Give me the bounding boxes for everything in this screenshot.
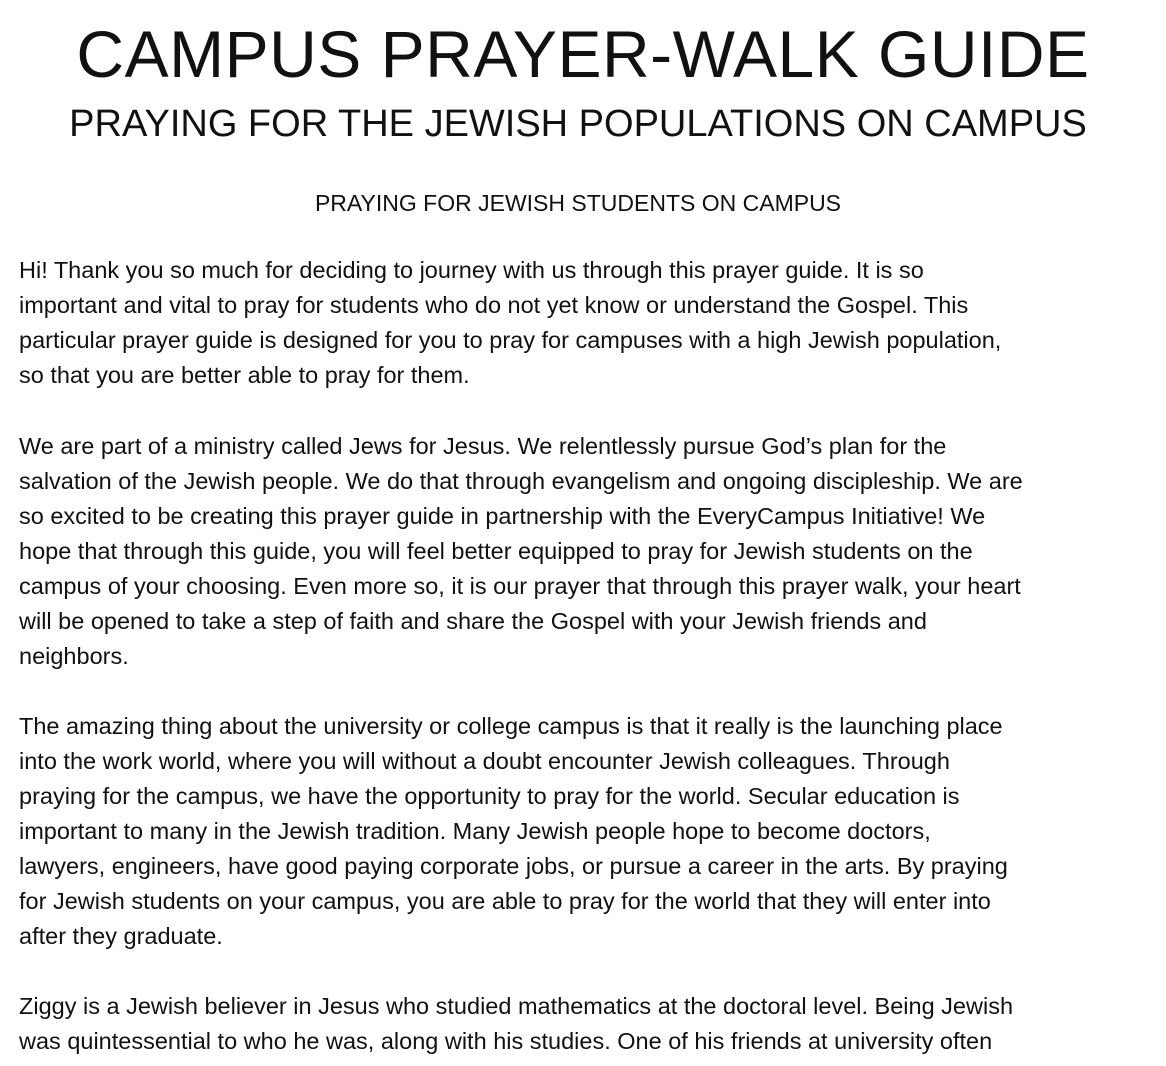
paragraph-line: campus of your choosing. Even more so, it is our prayer that through this prayer walk, your heart: [19, 573, 1021, 599]
paragraph-line: Ziggy is a Jewish believer in Jesus who studied mathematics at the doctoral level. Being Jewish: [19, 993, 1014, 1019]
paragraph-line: We are part of a ministry called Jews for Jesus. We relentlessly pursue God’s plan for the: [19, 433, 947, 459]
paragraph-line: so that you are better able to pray for them.: [19, 362, 470, 388]
paragraph-line: important to many in the Jewish tradition. Many Jewish people hope to become doctors,: [19, 818, 931, 844]
paragraph-line: important and vital to pray for students who do not yet know or understand the Gospel. This: [19, 292, 969, 318]
document-subtitle: PRAYING FOR THE JEWISH POPULATIONS ON CAMPUS: [69, 103, 1087, 145]
section-heading: PRAYING FOR JEWISH STUDENTS ON CAMPUS: [314, 190, 842, 216]
paragraph-line: so excited to be creating this prayer guide in partnership with the EveryCampus Initiative! We: [19, 503, 986, 529]
paragraph-line: after they graduate.: [19, 923, 223, 949]
paragraph-line: Hi! Thank you so much for deciding to journey with us through this prayer guide. It is so: [19, 257, 924, 283]
paragraph-line: for Jewish students on your campus, you are able to pray for the world that they will enter into: [19, 888, 991, 914]
paragraph-line: salvation of the Jewish people. We do that through evangelism and ongoing discipleship. We are: [19, 468, 1023, 494]
paragraph-campus: [19, 709, 1149, 954]
paragraph-ministry: [19, 429, 1149, 674]
document-title: CAMPUS PRAYER-WALK GUIDE: [76, 17, 1090, 91]
paragraph-line: was quintessential to who he was, along with his studies. One of his friends at university often: [19, 1028, 993, 1054]
paragraph-line: praying for the campus, we have the opportunity to pray for the world. Secular education is: [19, 783, 960, 809]
paragraph-intro: [19, 253, 1149, 393]
paragraph-ziggy: [19, 989, 1149, 1059]
paragraph-line: The amazing thing about the university or college campus is that it really is the launching place: [19, 713, 1003, 739]
paragraph-line: particular prayer guide is designed for you to pray for campuses with a high Jewish population,: [19, 327, 1002, 353]
paragraph-line: hope that through this guide, you will feel better equipped to pray for Jewish students on the: [19, 538, 973, 564]
paragraph-line: lawyers, engineers, have good paying corporate jobs, or pursue a career in the arts. By praying: [19, 853, 1008, 879]
paragraph-line: neighbors.: [19, 643, 129, 669]
paragraph-line: into the work world, where you will without a doubt encounter Jewish colleagues. Through: [19, 748, 950, 774]
paragraph-line: will be opened to take a step of faith and share the Gospel with your Jewish friends and: [19, 608, 927, 634]
